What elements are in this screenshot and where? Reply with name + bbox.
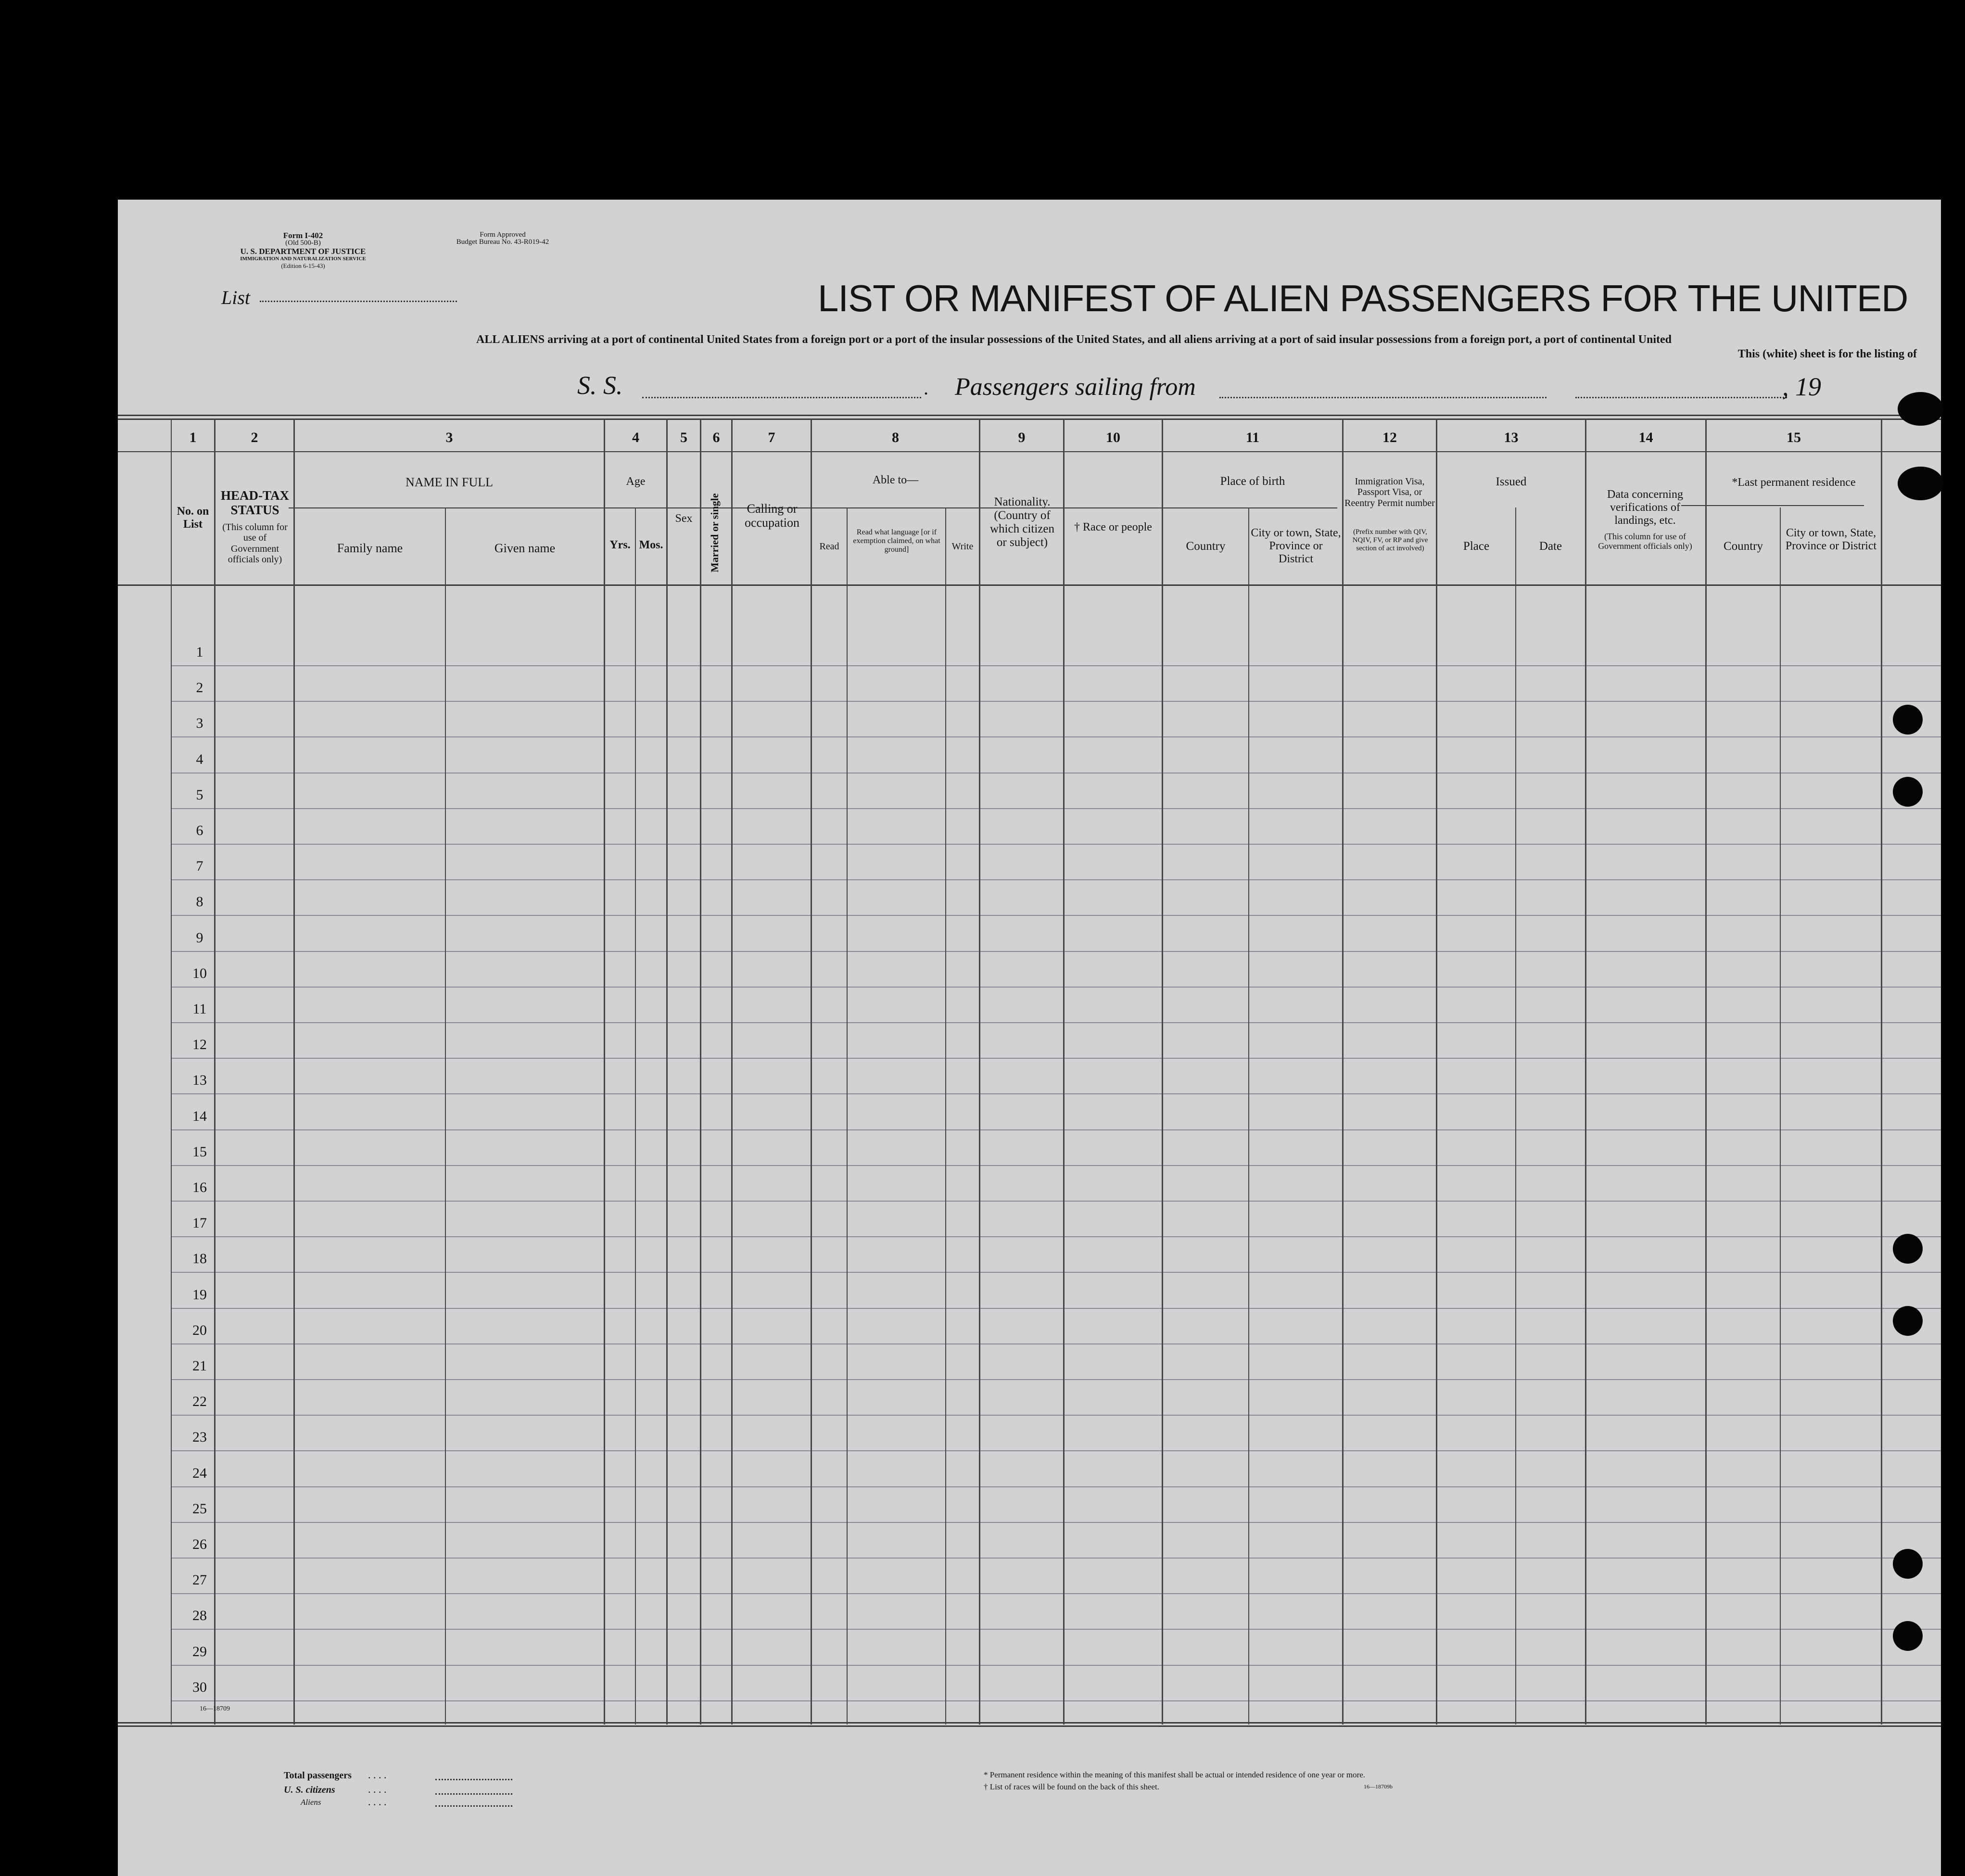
row-rule — [171, 1093, 1941, 1094]
row-rule — [171, 915, 1941, 916]
print-code-footer: 16—18709b — [1364, 1783, 1393, 1790]
col-number-9: 9 — [1018, 430, 1026, 445]
punch-hole — [1893, 1621, 1923, 1651]
aliens-label: Aliens — [301, 1798, 321, 1807]
us-citizens-field[interactable] — [435, 1793, 512, 1795]
header-read: Read — [819, 541, 839, 552]
row-rule — [171, 879, 1941, 880]
header-sex: Sex — [675, 512, 693, 525]
row-number: 18 — [192, 1251, 207, 1267]
header-head-tax: HEAD-TAX STATUS — [220, 488, 289, 518]
row-rule — [171, 736, 1941, 737]
header-landings: Data concerning verifications of landings, etc. — [1607, 488, 1683, 527]
header-able-to: Able to— — [872, 474, 919, 486]
row-number: 24 — [192, 1465, 207, 1481]
row-number: 13 — [192, 1072, 207, 1089]
row-rule — [171, 701, 1941, 702]
row-number: 17 — [192, 1215, 207, 1231]
year-label: , 19 — [1782, 372, 1821, 401]
col-number-2: 2 — [251, 430, 258, 445]
header-no-on-list: No. on List — [177, 505, 209, 531]
row-number: 20 — [192, 1322, 207, 1338]
row-number: 27 — [192, 1572, 207, 1588]
budget-bureau: Budget Bureau No. 43-R019-42 — [456, 238, 549, 246]
header-landings-note: (This column for use of Government officials only) — [1598, 532, 1692, 551]
row-number: 3 — [196, 715, 203, 732]
row-rule — [171, 1165, 1941, 1166]
row-rule — [171, 1308, 1941, 1309]
manifest-subtitle: ALL ALIENS arriving at a port of continental United States from a foreign port or a port of the insular possessions of the United States, and all aliens arriving at a port of said insular possessions from a foreign port, a port of continental United — [476, 333, 1672, 346]
header-write: Write — [951, 541, 974, 552]
row-rule — [171, 1593, 1941, 1594]
header-calling: Calling or occupation — [744, 502, 800, 530]
row-rules — [118, 200, 1941, 1876]
header-race: † Race or people — [1074, 521, 1152, 533]
manifest-subtitle-2: This (white) sheet is for the listing of — [1737, 348, 1917, 360]
row-rule — [171, 951, 1941, 952]
print-code-left: 16—18709 — [200, 1705, 230, 1712]
punch-hole — [1893, 1234, 1923, 1264]
header-visa: Immigration Visa, Passport Visa, or Reentry Permit number — [1344, 476, 1435, 508]
ss-label: S. S. — [577, 371, 623, 400]
col-number-6: 6 — [712, 430, 720, 445]
header-issued: Issued — [1496, 475, 1527, 488]
row-number: 2 — [196, 680, 203, 696]
col-number-10: 10 — [1106, 430, 1120, 445]
aliens-field[interactable] — [435, 1805, 512, 1807]
row-number: 4 — [196, 751, 203, 767]
row-rule — [171, 1558, 1941, 1559]
row-number: 21 — [192, 1358, 207, 1374]
manifest-sheet: Form I-402 (Old 500-B) U. S. DEPARTMENT OF JUSTICE IMMIGRATION AND NATURALIZATION SERVICE (Edition 6-15-43) Form Approved Budget Bureau No. 43-R019-42 List LIST OR MANIFEST OF ALIEN PASSENGERS FOR THE UNITED ALL ALIENS arriving at a port of continental United States from a foreign port or a port of the insular possessions of the United States, and all aliens arriving at a port of said insular possessions from a foreign port, a port of continental United This (white) sheet is for the listing of S. S. . Passengers sailing from , 19 1 2 3 4 5 6 7 8 9 10 11 12 13 14 15 No. on List HEAD-TAX STATUS (This column for use of Government officials only) NAME IN FULL Family name Given name Age Yrs. Mos. Sex Married or single Calling or occupation Able to— Read Read what language [or if exemption claimed, on what ground] Write Nationality. (Country of which citizen or subject) † Race or people Place of birth Country City or town, State, Province or District Immigration Visa, Passport Visa, or Reentry Permit number (Prefix number with QIV, NQIV, FV, or RP and give section of act involved) Issued Place Date Data concerning verifications of landings, etc. (This column for use of Government officials only) *Last permanent residence Country City or town, State, Province or District 1 2 3 4 5 6 7 8 9 10 11 12 13 14 15 16 17 18 19 20 21 22 23 24 25 26 27 28 29 30 16—18709 Total passengers . . . . U. S. citizens . . . . Aliens . . . . * Permanent residence within the meaning of this manifest shall be actual or intended residence of one year or more. † List of races will be found on the back of this sheet. 16—18709b — [118, 200, 1941, 1876]
header-place-of-birth: Place of birth — [1220, 475, 1285, 488]
header-head-tax-note: (This column for use of Government officials only) — [222, 522, 288, 565]
service-name: IMMIGRATION AND NATURALIZATION SERVICE — [240, 256, 366, 262]
row-numbers — [118, 200, 310, 1739]
row-number: 5 — [196, 786, 203, 803]
row-rule — [171, 1629, 1941, 1630]
header-last-residence: *Last permanent residence — [1732, 476, 1856, 489]
row-number: 22 — [192, 1394, 207, 1410]
row-number: 6 — [196, 823, 203, 838]
header-issued-place: Place — [1463, 540, 1490, 553]
list-label: List — [221, 287, 251, 308]
row-number: 11 — [192, 1001, 207, 1017]
header-issued-date: Date — [1539, 540, 1562, 553]
sailing-from-label: Passengers sailing from — [955, 373, 1196, 401]
row-rule — [171, 1129, 1941, 1130]
col-number-14: 14 — [1638, 430, 1653, 445]
row-number: 26 — [192, 1536, 207, 1552]
header-given-name: Given name — [494, 541, 556, 555]
header-mos: Mos. — [639, 539, 663, 551]
total-passengers-label: Total passengers — [284, 1770, 352, 1781]
header-residence-city: City or town, State, Province or District — [1785, 527, 1877, 552]
row-number: 25 — [192, 1500, 207, 1517]
row-rule — [171, 1272, 1941, 1273]
row-rule — [171, 1522, 1941, 1523]
row-rule — [171, 844, 1941, 845]
row-rule — [171, 1236, 1941, 1237]
form-number: Form I-402 — [283, 231, 323, 240]
row-rule — [171, 1379, 1941, 1380]
punch-hole — [1893, 1306, 1923, 1336]
note-races: † List of races will be found on the back of this sheet. — [984, 1782, 1159, 1791]
row-rule — [171, 1022, 1941, 1023]
row-rule — [171, 1415, 1941, 1416]
row-number: 10 — [192, 965, 207, 981]
row-rule — [171, 665, 1941, 666]
col-number-7: 7 — [768, 430, 775, 445]
note-permanent-residence: * Permanent residence within the meaning of this manifest shall be actual or intended residence of one year or more. — [984, 1770, 1366, 1779]
header-birth-country: Country — [1186, 540, 1226, 553]
col-number-1: 1 — [189, 430, 197, 445]
punch-hole — [1898, 392, 1943, 426]
header-birth-city: City or town, State, Province or District — [1251, 527, 1341, 565]
col-number-15: 15 — [1787, 430, 1801, 445]
row-number: 14 — [192, 1108, 207, 1124]
row-number: 15 — [192, 1143, 207, 1160]
row-number: 7 — [196, 858, 203, 875]
row-rule — [171, 1450, 1941, 1451]
row-number: 1 — [196, 644, 203, 660]
row-rule — [171, 1700, 1941, 1701]
row-rule — [171, 1058, 1941, 1059]
row-number: 23 — [192, 1429, 207, 1445]
punch-hole — [1898, 467, 1943, 500]
row-rule — [171, 1665, 1941, 1666]
total-passengers-field[interactable] — [435, 1779, 512, 1780]
col-number-11: 11 — [1245, 430, 1260, 445]
department-name: U. S. DEPARTMENT OF JUSTICE — [240, 247, 366, 256]
header-age: Age — [626, 475, 646, 488]
header-nationality: Nationality. (Country of which citizen or subject) — [990, 495, 1054, 549]
header-family-name: Family name — [337, 541, 403, 555]
header-married-single: Married or single — [709, 493, 721, 572]
col-number-13: 13 — [1504, 430, 1519, 445]
header-visa-note: (Prefix number with QIV, NQIV, FV, or RP and give section of act involved) — [1352, 528, 1428, 552]
us-citizens-label: U. S. citizens — [284, 1785, 335, 1795]
form-edition: (Edition 6-15-43) — [281, 262, 325, 269]
punch-hole — [1893, 777, 1923, 807]
row-rule — [171, 1486, 1941, 1487]
punch-hole — [1893, 1549, 1923, 1579]
row-number: 29 — [192, 1643, 207, 1660]
row-rule — [171, 987, 1941, 988]
header-residence-country: Country — [1724, 540, 1763, 553]
col-number-8: 8 — [892, 430, 899, 445]
header-yrs: Yrs. — [609, 539, 631, 551]
manifest-title: LIST OR MANIFEST OF ALIEN PASSENGERS FOR THE UNITED — [818, 277, 1908, 319]
row-rule — [171, 808, 1941, 809]
col-number-3: 3 — [445, 430, 453, 445]
row-rule — [171, 1201, 1941, 1202]
row-number: 30 — [192, 1679, 207, 1695]
row-number: 19 — [192, 1286, 207, 1303]
form-old-number: (Old 500-B) — [285, 239, 321, 247]
row-number: 8 — [196, 894, 203, 910]
header-read-language: Read what language [or if exemption claimed, on what ground] — [853, 528, 940, 554]
row-number: 9 — [196, 929, 203, 946]
col-number-5: 5 — [680, 430, 687, 445]
row-number: 28 — [192, 1608, 207, 1624]
row-number: 16 — [192, 1179, 207, 1195]
col-number-4: 4 — [632, 430, 639, 445]
header-name-in-full: NAME IN FULL — [406, 475, 493, 489]
punch-hole — [1893, 705, 1923, 735]
row-number: 12 — [192, 1037, 207, 1053]
col-number-12: 12 — [1382, 430, 1397, 445]
form-approved: Form Approved — [480, 231, 526, 239]
